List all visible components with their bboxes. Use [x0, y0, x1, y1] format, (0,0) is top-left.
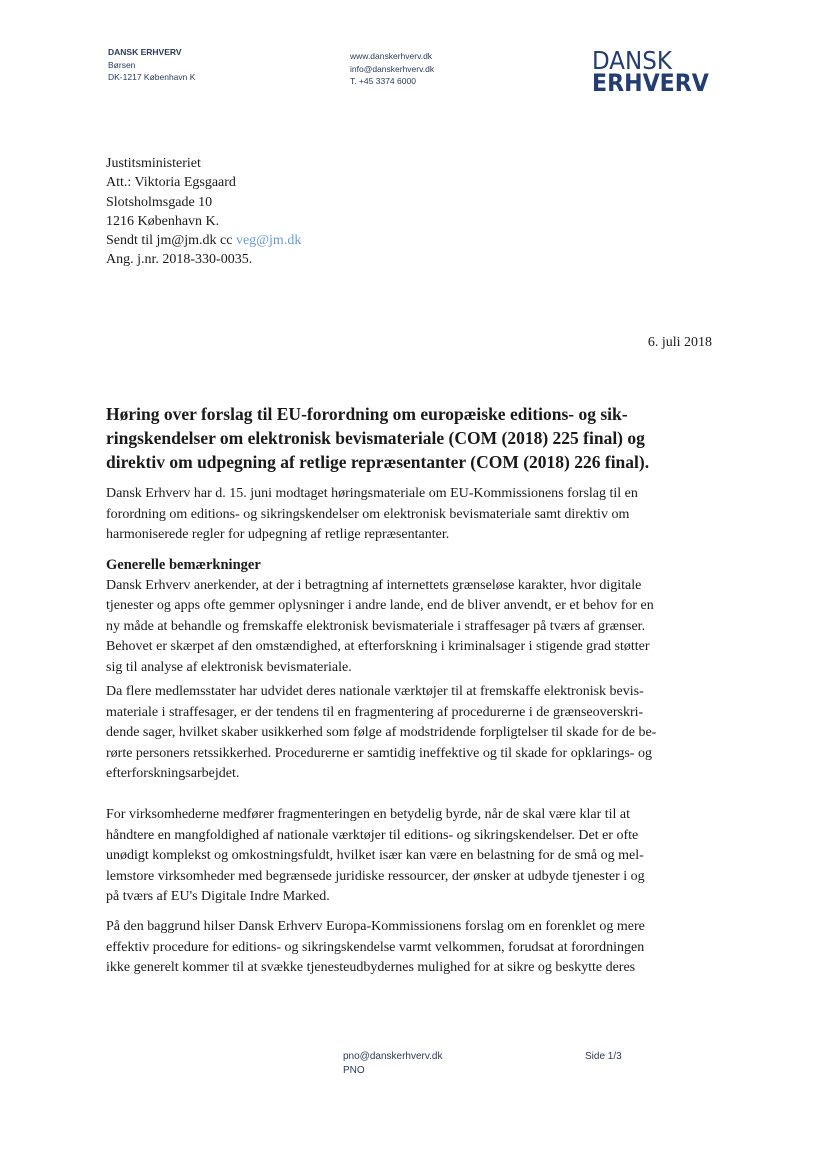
- title-line: ringskendelser om elektronisk bevismateriale (COM (2018) 225 final) og: [106, 428, 645, 448]
- paragraph-line: Dansk Erhverv har d. 15. juni modtaget høringsmateriale om EU-Kommissionens forslag til en: [106, 486, 638, 501]
- paragraph-line: unødigt komplekst og omkostningsfuldt, hvilket især kan være en belastning for de små og mel-: [106, 848, 644, 863]
- paragraph-line: effektiv procedure for editions- og sikringskendelse varmt velkommen, forudsat at forordningen: [106, 939, 645, 955]
- paragraph: [106, 805, 726, 908]
- sender-web: www.danskerhverv.dk: [350, 51, 433, 61]
- paragraph-line: dende sager, hvilket skaber usikkerhed som følge af modstridende forpligtelser til skade for de be-: [106, 725, 657, 740]
- paragraph-line: håndtere en mangfoldighed af nationale værktøjer til editions- og sikringskendelser. Det er ofte: [106, 827, 639, 843]
- paragraph-line: lemstore virksomheder med begrænsede juridiske ressourcer, der ønsker at udbyde tjenester i og: [106, 868, 645, 884]
- logo: [592, 46, 719, 97]
- paragraph: [106, 484, 726, 546]
- paragraph-line: på tværs af EU's Digitale Indre Marked.: [106, 889, 330, 904]
- paragraph-line: For virksomhederne medfører fragmenteringen en betydelig byrde, når de skal være klar til at: [106, 807, 631, 822]
- logo-line1: DANSK: [592, 46, 672, 75]
- recipient-line: Justitsministeriet: [106, 156, 201, 171]
- paragraph-line: harmoniserede regler for udpegning af retlige repræsentanter.: [106, 527, 450, 542]
- paragraph-line: materiale i straffesager, er der tendens til en fragmentering af procedurerne i de grænseoverskri-: [106, 704, 644, 720]
- paragraph: [106, 555, 726, 678]
- title-line: direktiv om udpegning af retlige repræsentanter (COM (2018) 226 final).: [106, 452, 650, 472]
- cc-email-link[interactable]: veg@jm.dk: [235, 233, 302, 249]
- recipient-block: [106, 154, 301, 270]
- section-heading: Generelle bemærkninger: [106, 557, 261, 573]
- sent-to-line: [106, 231, 301, 250]
- paragraph-line: efterforskningsarbejdet.: [106, 766, 240, 781]
- paragraph-line: rørte personers retssikkerhed. Procedurerne er samtidig ineffektive og til skade for opklarings- og: [106, 745, 652, 761]
- paragraph: [106, 682, 726, 785]
- paragraph-line: tjenester og apps ofte gemmer oplysninger i andre lande, end de bliver anvendt, er et behov for en: [106, 598, 654, 613]
- recipient-line: 1216 København K.: [106, 213, 220, 229]
- paragraph-line: Behovet er skærpet af den omstændighed, at efterforskning i kriminalsager i stigende grad støtter: [106, 639, 650, 654]
- letter-title: [106, 402, 649, 474]
- sender-city: DK-1217 København K: [108, 72, 196, 82]
- paragraph-line: På den baggrund hilser Dansk Erhverv Europa-Kommissionens forslag om en forenklet og mere: [106, 919, 645, 934]
- paragraph-line: Da flere medlemsstater har udvidet deres nationale værktøjer til at fremskaffe elektronisk bevis-: [106, 684, 644, 699]
- paragraph-line: forordning om editions- og sikringskendelser om elektronisk bevismateriale samt direktiv om: [106, 506, 630, 522]
- sender-address: [108, 46, 195, 84]
- page-number: Side 1/3: [585, 1051, 622, 1062]
- sent-to-prefix: Sendt til jm@jm.dk cc: [106, 233, 236, 249]
- paragraph-line: ikke generelt kommer til at svække tjenesteudbydernes mulighed for at sikre og beskytte deres: [106, 960, 636, 975]
- footer-initials: PNO: [343, 1065, 365, 1076]
- reference-number: Ang. j.nr. 2018-330-0035.: [106, 252, 253, 268]
- sender-phone: T. +45 3374 6000: [350, 76, 416, 86]
- paragraph-line: Dansk Erhverv anerkender, at der i betragtning af internettets grænseløse karakter, hvor digitale: [106, 577, 642, 593]
- sender-street: Børsen: [108, 59, 136, 70]
- recipient-line: Att.: Viktoria Egsgaard: [106, 175, 236, 191]
- title-line: Høring over forslag til EU-forordning om europæiske editions- og sik-: [106, 404, 628, 424]
- paragraph: [106, 917, 726, 979]
- paragraph-line: sig til analyse af elektronisk bevismateriale.: [106, 659, 352, 675]
- footer-email: pno@danskerhverv.dk: [343, 1051, 443, 1062]
- sender-contact: [350, 50, 434, 88]
- recipient-line: Slotsholmsgade 10: [106, 194, 213, 210]
- letter-date: 6. juli 2018: [647, 335, 712, 350]
- paragraph-line: ny måde at behandle og fremskaffe elektronisk bevismateriale i straffesager på tværs af grænser.: [106, 618, 646, 634]
- sender-name: DANSK ERHVERV: [108, 47, 182, 57]
- sender-email: info@danskerhverv.dk: [350, 63, 435, 74]
- footer-contact: [343, 1050, 442, 1078]
- logo-line2: ERHVERV: [592, 69, 709, 97]
